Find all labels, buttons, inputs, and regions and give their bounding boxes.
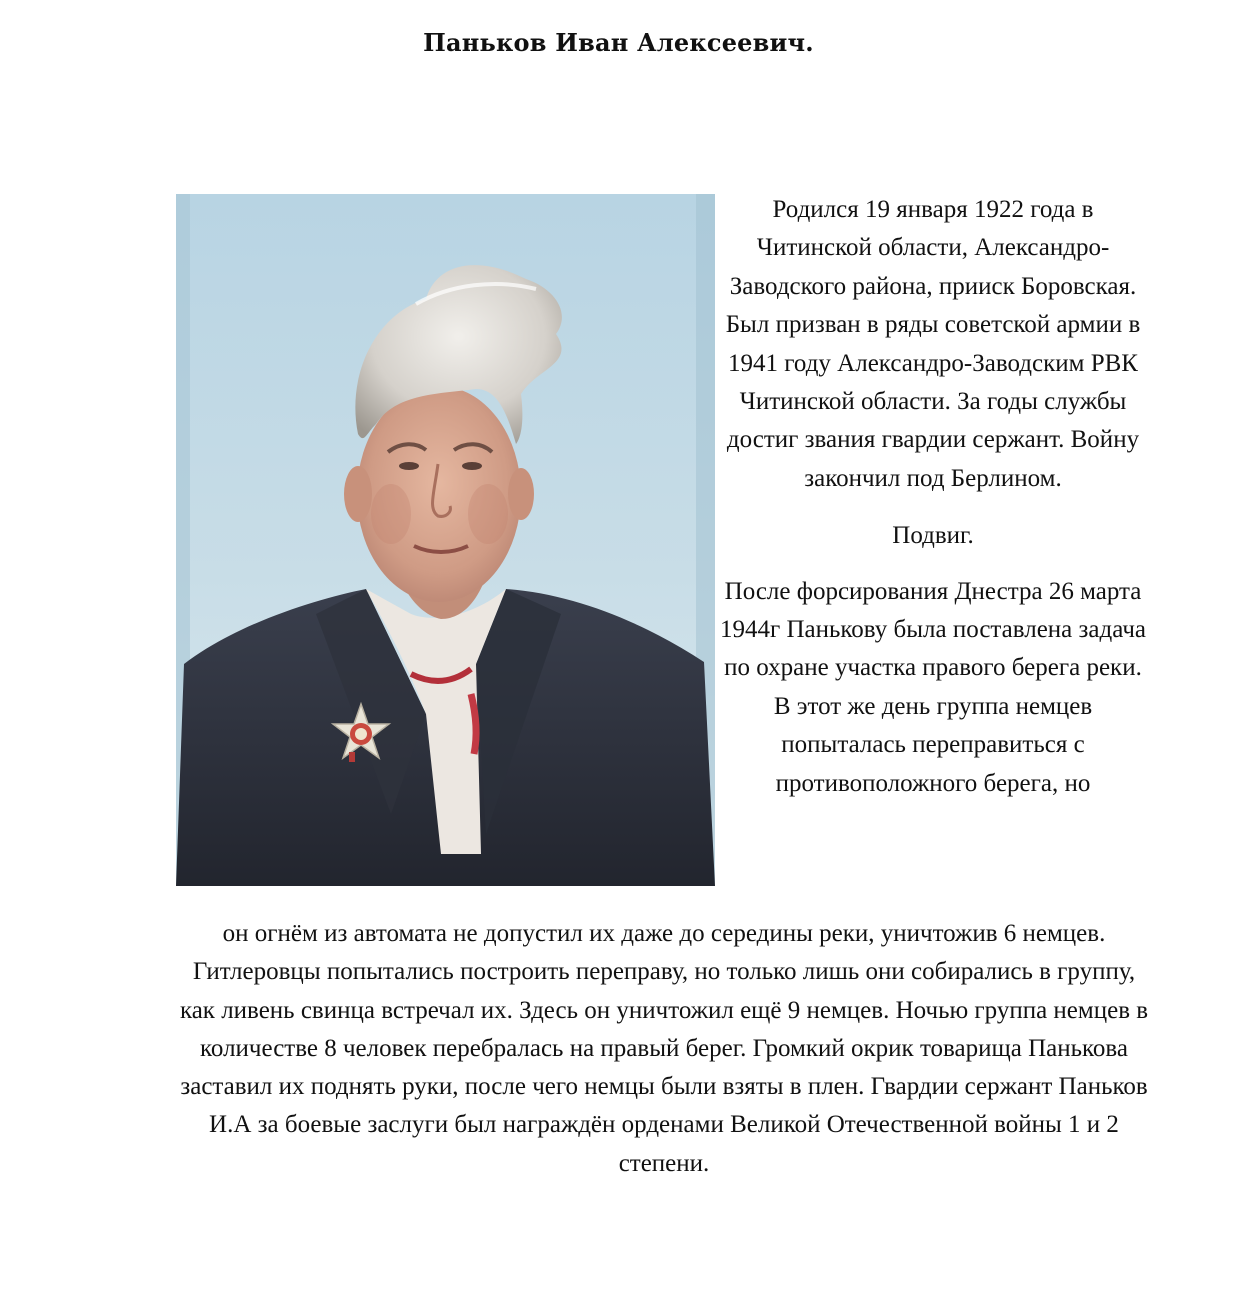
portrait-illustration [176,194,715,886]
portrait-photo [176,194,715,886]
feat-heading: Подвиг. [892,522,974,550]
right-column-text [718,191,1148,803]
bio-paragraph: Родился 19 января 1922 года в Читинской области, Александро-Заводского района, прииск Боровская. Был призван в ряды советской армии в 1941 году Александро-Заводским РВК Читинской области. За годы службы достиг звания гвардии сержант. Войну закончил под Берлином. [725,196,1141,492]
feat-paragraph-top: После форсирования Днестра 26 марта 1944г Панькову была поставлена задача по охране участка правого берега реки. В этот же день группа немцев попыталась переправиться с противоположного берега, но [719,577,1146,797]
page-title: Паньков Иван Алексеевич. [423,28,814,57]
feat-paragraph-bottom: он огнём из автомата не допустил их даже до середины реки, уничтожив 6 немцев. Гитлеровцы попытались построить переправу, но только лишь они собирались в группу, как ливень свинца встречал их. Здесь он уничтожил ещё 9 немцев. Ночью группа немцев в количестве 8 человек перебралась на правый берег. Громкий окрик товарища Панькова заставил их поднять руки, после чего немцы были взяты в плен. Гвардии сержант Паньков И.А за боевые заслуги был награждён орденами Великой Отечественной войны 1 и 2 степени. [179,920,1149,1177]
